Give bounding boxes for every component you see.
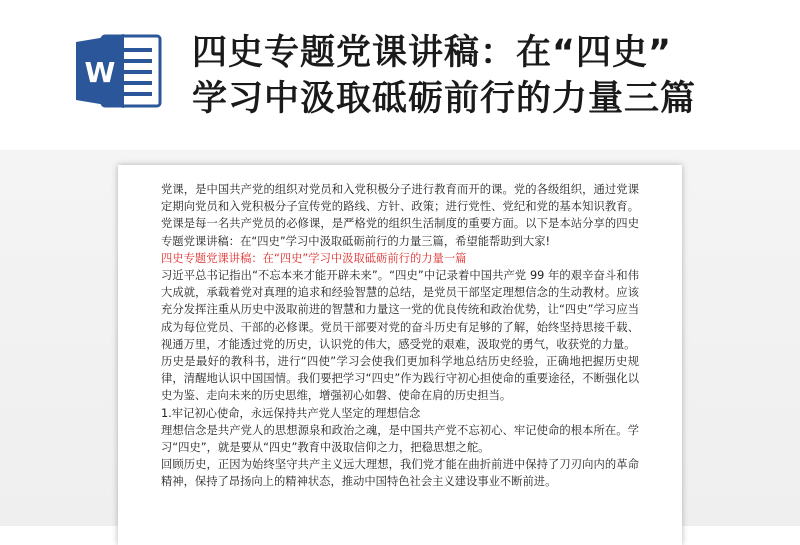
- document-title: [192, 30, 782, 122]
- document-page: [118, 165, 682, 545]
- word-document-icon: [72, 30, 164, 112]
- body-paragraph: 历史是最好的教科书，进行“四使”学习会使我们更加科学地总结历史经验，正确地把握历史规律，清醒地认识中国国情。我们要把学习“四史”作为践行守初心担使命的重要途径，不断强化以史为鉴、走向未来的历史思维，增强初心如磐、使命在肩的历史担当。: [161, 355, 639, 403]
- section-title: 四史专题党课讲稿：在“四史”学习中汲取砥砺前行的力量一篇: [161, 251, 467, 265]
- title-line-2: 学习中汲取砥砺前行的力量三篇: [192, 79, 697, 119]
- header: [0, 0, 800, 150]
- body-paragraph: 理想信念是共产党人的思想源泉和政治之魂，是中国共产党不忘初心、牢记使命的根本所在。学习“四史”，就是要从“四史”教育中汲取信仰之力，把稳思想之舵。: [161, 423, 639, 455]
- title-line-1: 四史专题党课讲稿：在“四史”: [192, 33, 673, 73]
- body-paragraph: 回顾历史，正因为始终坚守共产主义远大理想，我们党才能在曲折前进中保持了刀刃向内的革命精神，保持了昂扬向上的精神状态，推动中国特色社会主义建设事业不断前进。: [161, 458, 639, 489]
- body-paragraph: 习近平总书记指出“不忘本来才能开辟未来”。“四史”中记录着中国共产党 99 年的艰辛奋斗和伟大成就，承载着党对真理的追求和经验智慧的总结，是党员干部坚定理想信念的生动教材。应该充分发挥注重从历史中汲取前进的智慧和力量这一党的优良传统和政治优势，让“四史”学习应当成为每位党员、干部的必修课。党员干部要对党的奋斗历史有足够的了解，始终坚持思接千载、视通万里，才能透过党的历史，认识党的伟大，感受党的艰难，汲取党的勇气，收获党的力量。: [161, 269, 639, 351]
- document-content: [161, 181, 639, 491]
- svg-text:W: W: [84, 56, 116, 89]
- intro-paragraph: 党课，是中国共产党的组织对党员和入党积极分子进行教育而开的课。党的各级组织，通过党课定期向党员和入党积极分子宣传党的路线、方针、政策；进行党性、党纪和党的基本知识教育。党课是每一名共产党员的必修课，是严格党的组织生活制度的重要方面。以下是本站分享的四史专题党课讲稿：在“四史”学习中汲取砥砺前行的力量三篇，希望能帮助到大家!: [161, 183, 639, 248]
- subheading: 1.牢记初心使命，永远保持共产党人坚定的理想信念: [161, 406, 421, 420]
